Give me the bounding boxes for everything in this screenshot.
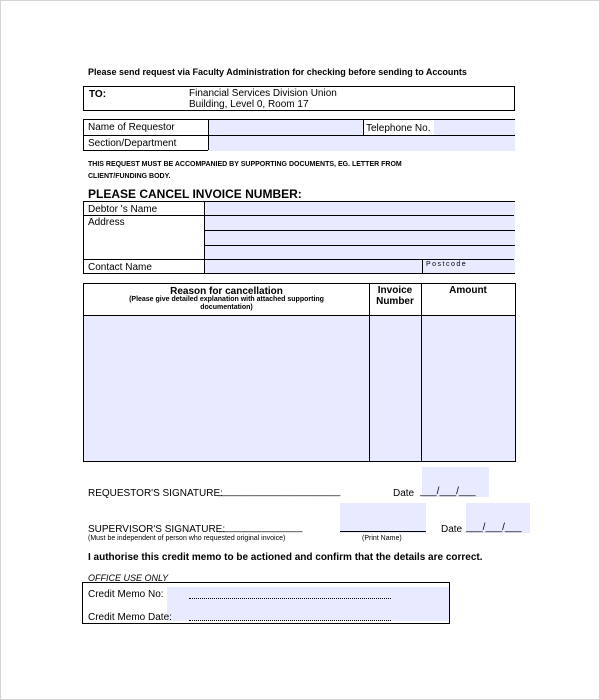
amount-header: Amount [449, 285, 487, 296]
divider [204, 245, 515, 246]
debtor-block [83, 201, 515, 274]
reason-subheader-1: (Please give detailed explanation with attached supporting [129, 296, 324, 303]
section-field[interactable] [208, 136, 515, 151]
requestor-name-label: Name of Requestor [88, 122, 175, 133]
invoice-header-1: Invoice [377, 285, 413, 296]
to-label: TO: [89, 89, 107, 100]
requestor-signature-line[interactable]: ______________________ [218, 486, 341, 497]
date2-label: Date [441, 524, 463, 535]
divider [204, 230, 515, 231]
telephone-label: Telephone No. [366, 123, 431, 134]
divider [84, 315, 515, 316]
to-line2: Building, Level 0, Room 17 [189, 99, 309, 110]
divider [369, 284, 370, 461]
office-use-heading: OFFICE USE ONLY [88, 573, 169, 583]
divider [84, 135, 514, 136]
date2-blank: ___/___/___ [466, 522, 522, 533]
section-label: Section/Department [88, 138, 177, 149]
requestor-signature-label: REQUESTOR'S SIGNATURE: [88, 488, 223, 499]
divider [422, 260, 423, 273]
divider [84, 215, 514, 216]
office-use-block [82, 582, 450, 624]
debtor-address-fields[interactable] [204, 202, 515, 260]
date-label: Date [393, 488, 415, 499]
credit-memo-no-line[interactable] [189, 598, 391, 599]
divider [204, 202, 205, 273]
divider [84, 259, 514, 260]
address-label: Address [88, 217, 125, 228]
telephone-field[interactable] [434, 120, 515, 135]
to-line1: Financial Services Division Union [189, 88, 337, 99]
header-instruction: Please send request via Faculty Administration for checking before sending to Accounts [88, 67, 467, 77]
print-name-field[interactable] [340, 503, 426, 533]
authorise-statement: I authorise this credit memo to be actioned and confirm that the details are correct. [88, 552, 483, 563]
date-blank: ___/___/___ [420, 486, 476, 497]
reason-header: Reason for cancellation [170, 286, 283, 297]
print-name-label: (Print Name) [362, 535, 402, 542]
reason-table-body[interactable] [84, 316, 515, 461]
credit-memo-fields[interactable] [167, 587, 449, 621]
supervisor-signature-label: SUPERVISOR'S SIGNATURE: [88, 524, 226, 535]
contact-field[interactable] [204, 260, 422, 273]
reason-table [83, 283, 516, 462]
print-name-line [340, 531, 426, 532]
divider [421, 284, 422, 461]
to-block [83, 86, 515, 111]
invoice-header-2: Number [376, 296, 414, 307]
credit-memo-date-label: Credit Memo Date: [88, 612, 172, 623]
debtor-name-label: Debtor 's Name [88, 204, 158, 215]
supervisor-signature-line[interactable]: _______________ [219, 522, 303, 533]
contact-name-label: Contact Name [88, 262, 152, 273]
postcode-label: Postcode [426, 261, 468, 268]
requestor-name-field[interactable] [208, 120, 363, 135]
divider [363, 120, 364, 135]
reason-subheader-2: documentation) [200, 304, 253, 311]
requestor-block [83, 119, 515, 151]
credit-memo-no-label: Credit Memo No: [88, 589, 164, 600]
notice-line2: CLIENT/FUNDING BODY. [88, 173, 171, 180]
supervisor-note: (Must be independent of person who requested original invoice) [88, 535, 286, 542]
notice-line1: THIS REQUEST MUST BE ACCOMPANIED BY SUPPORTING DOCUMENTS, EG. LETTER FROM [88, 161, 402, 168]
cancel-heading: PLEASE CANCEL INVOICE NUMBER: [88, 187, 302, 201]
credit-memo-date-line[interactable] [189, 620, 391, 621]
